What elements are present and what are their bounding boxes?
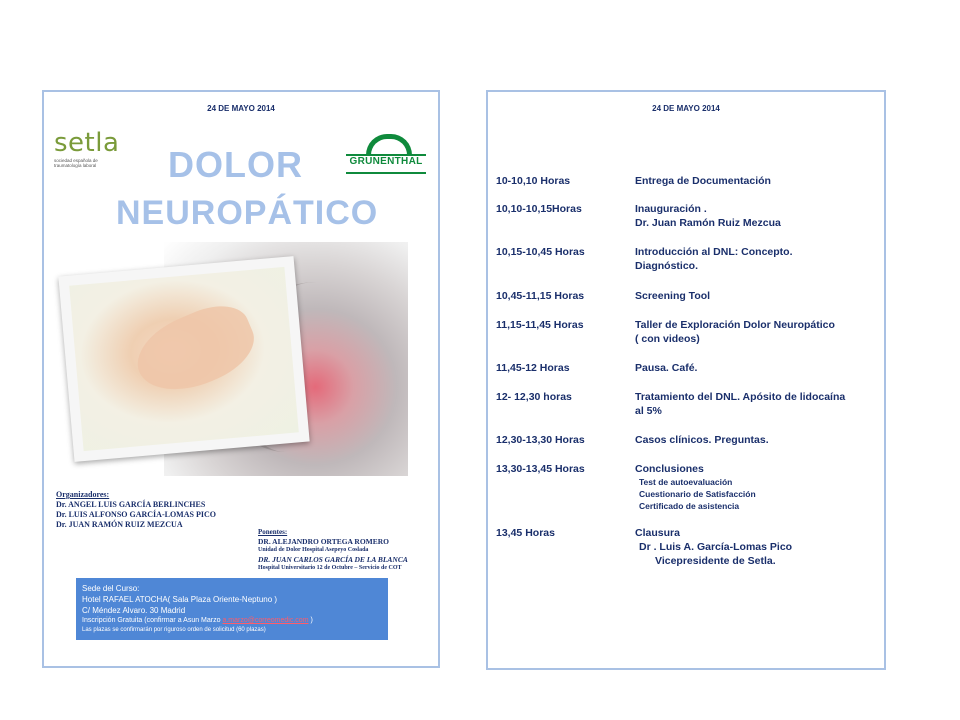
agenda-time: 10,10-10,15Horas: [496, 203, 582, 215]
organizer-name: Dr. ANGEL LUIS GARCÍA BERLINCHES: [56, 500, 206, 509]
agenda-line: ( con videos): [635, 333, 700, 345]
speaker-affiliation: Hospital Universitario 12 de Octubre – Servicio de COT: [258, 565, 402, 571]
registration-email-link[interactable]: a.marzo@correomedic.com: [222, 617, 309, 624]
organizer-name: Dr. LUIS ALFONSO GARCÍA-LOMAS PICO: [56, 510, 216, 519]
agenda-description: [635, 202, 885, 230]
registration-text: Inscripción Gratuita (confirmar a Asun Marzo: [82, 617, 221, 624]
registration-note: Las plazas se confirmarán por riguroso orden de solicitud (60 plazas): [82, 627, 266, 633]
agenda-line: Conclusiones: [635, 463, 704, 475]
wrist-pain-photo: [58, 256, 309, 462]
speaker-name: DR. JUAN CARLOS GARCÍA DE LA BLANCA: [258, 555, 408, 564]
agenda-subline: Certificado de asistencia: [639, 501, 740, 511]
hand-shape: [126, 294, 264, 405]
organizadores-heading: Organizadores:: [56, 490, 110, 499]
registration-line: [82, 616, 382, 626]
venue-address: C/ Méndez Alvaro. 30 Madrid: [82, 606, 186, 615]
wrist-photo-image: [69, 267, 299, 451]
agenda-description: [635, 245, 885, 273]
speaker-name: DR. ALEJANDRO ORTEGA ROMERO: [258, 537, 389, 546]
agenda-line: Diagnóstico.: [635, 260, 699, 272]
agenda-line: Entrega de Documentación: [635, 175, 771, 187]
agenda-time: 10,45-11,15 Horas: [496, 290, 585, 302]
ponentes-heading: Ponentes:: [258, 528, 288, 536]
ponentes-block: [258, 528, 408, 573]
setla-logo: [54, 130, 124, 168]
agenda-time: 10,15-10,45 Horas: [496, 246, 585, 258]
program-date: 24 DE MAYO 2014: [652, 104, 720, 113]
agenda-description: [635, 462, 885, 512]
venue-hotel: Hotel RAFAEL ATOCHA( Sala Plaza Oriente-Neptuno ): [82, 595, 278, 604]
agenda-line: al 5%: [635, 405, 662, 417]
agenda-line: Vicepresidente de Setla.: [655, 555, 776, 567]
agenda-line: Dr. Juan Ramón Ruiz Mezcua: [635, 217, 781, 229]
agenda-line: Inauguración .: [635, 203, 707, 215]
course-flyer-cover: [42, 90, 440, 668]
agenda-line: Introducción al DNL: Concepto.: [635, 246, 793, 258]
agenda-line: Tratamiento del DNL. Apósito de lidocaína: [635, 391, 846, 403]
registration-close: ): [310, 617, 313, 624]
agenda-time: 11,15-11,45 Horas: [496, 319, 584, 331]
agenda-time: 13,45 Horas: [496, 527, 555, 539]
agenda-line: Pausa. Café.: [635, 362, 698, 374]
grunenthal-logo-text: GRUNENTHAL: [349, 156, 423, 167]
agenda-line: Screening Tool: [635, 290, 711, 302]
agenda-line: Taller de Exploración Dolor Neuropático: [635, 319, 835, 331]
agenda-description: [635, 361, 885, 375]
agenda-description: [635, 526, 885, 568]
agenda-subline: Cuestionario de Satisfacción: [639, 489, 756, 499]
agenda-description: [635, 390, 885, 418]
title-neuropatico: NEUROPÁTICO: [116, 194, 379, 232]
grunenthal-logo: [346, 132, 426, 178]
agenda-line: Casos clínicos. Preguntas.: [635, 434, 769, 446]
agenda-description: [635, 289, 885, 303]
speaker-affiliation: Unidad de Dolor Hospital Asepeyo Coslada: [258, 547, 369, 553]
agenda-line: Clausura: [635, 527, 680, 539]
agenda-time: 12,30-13,30 Horas: [496, 434, 585, 446]
setla-logo-tagline: sociedad española de traumatología laboral: [54, 158, 98, 168]
organizer-name: Dr. JUAN RAMÓN RUIZ MEZCUA: [56, 520, 183, 529]
grunenthal-arch-icon: [366, 134, 412, 155]
agenda-description: [635, 433, 885, 447]
venue-heading: Sede del Curso:: [82, 584, 140, 593]
organizadores-block: [56, 490, 216, 530]
agenda-time: 11,45-12 Horas: [496, 362, 570, 374]
agenda-description: [635, 318, 885, 346]
venue-box: [76, 578, 388, 640]
cover-date: 24 DE MAYO 2014: [207, 104, 275, 113]
setla-logo-word: setla: [54, 128, 120, 158]
agenda-time: 10-10,10 Horas: [496, 175, 571, 187]
agenda-line: Dr . Luis A. García-Lomas Pico: [639, 541, 793, 553]
agenda-subline: Test de autoevaluación: [639, 477, 733, 487]
agenda-time: 13,30-13,45 Horas: [496, 463, 585, 475]
title-dolor: DOLOR: [168, 144, 303, 185]
course-program: [486, 90, 886, 670]
agenda-description: [635, 174, 885, 188]
agenda-time: 12- 12,30 horas: [496, 391, 572, 403]
